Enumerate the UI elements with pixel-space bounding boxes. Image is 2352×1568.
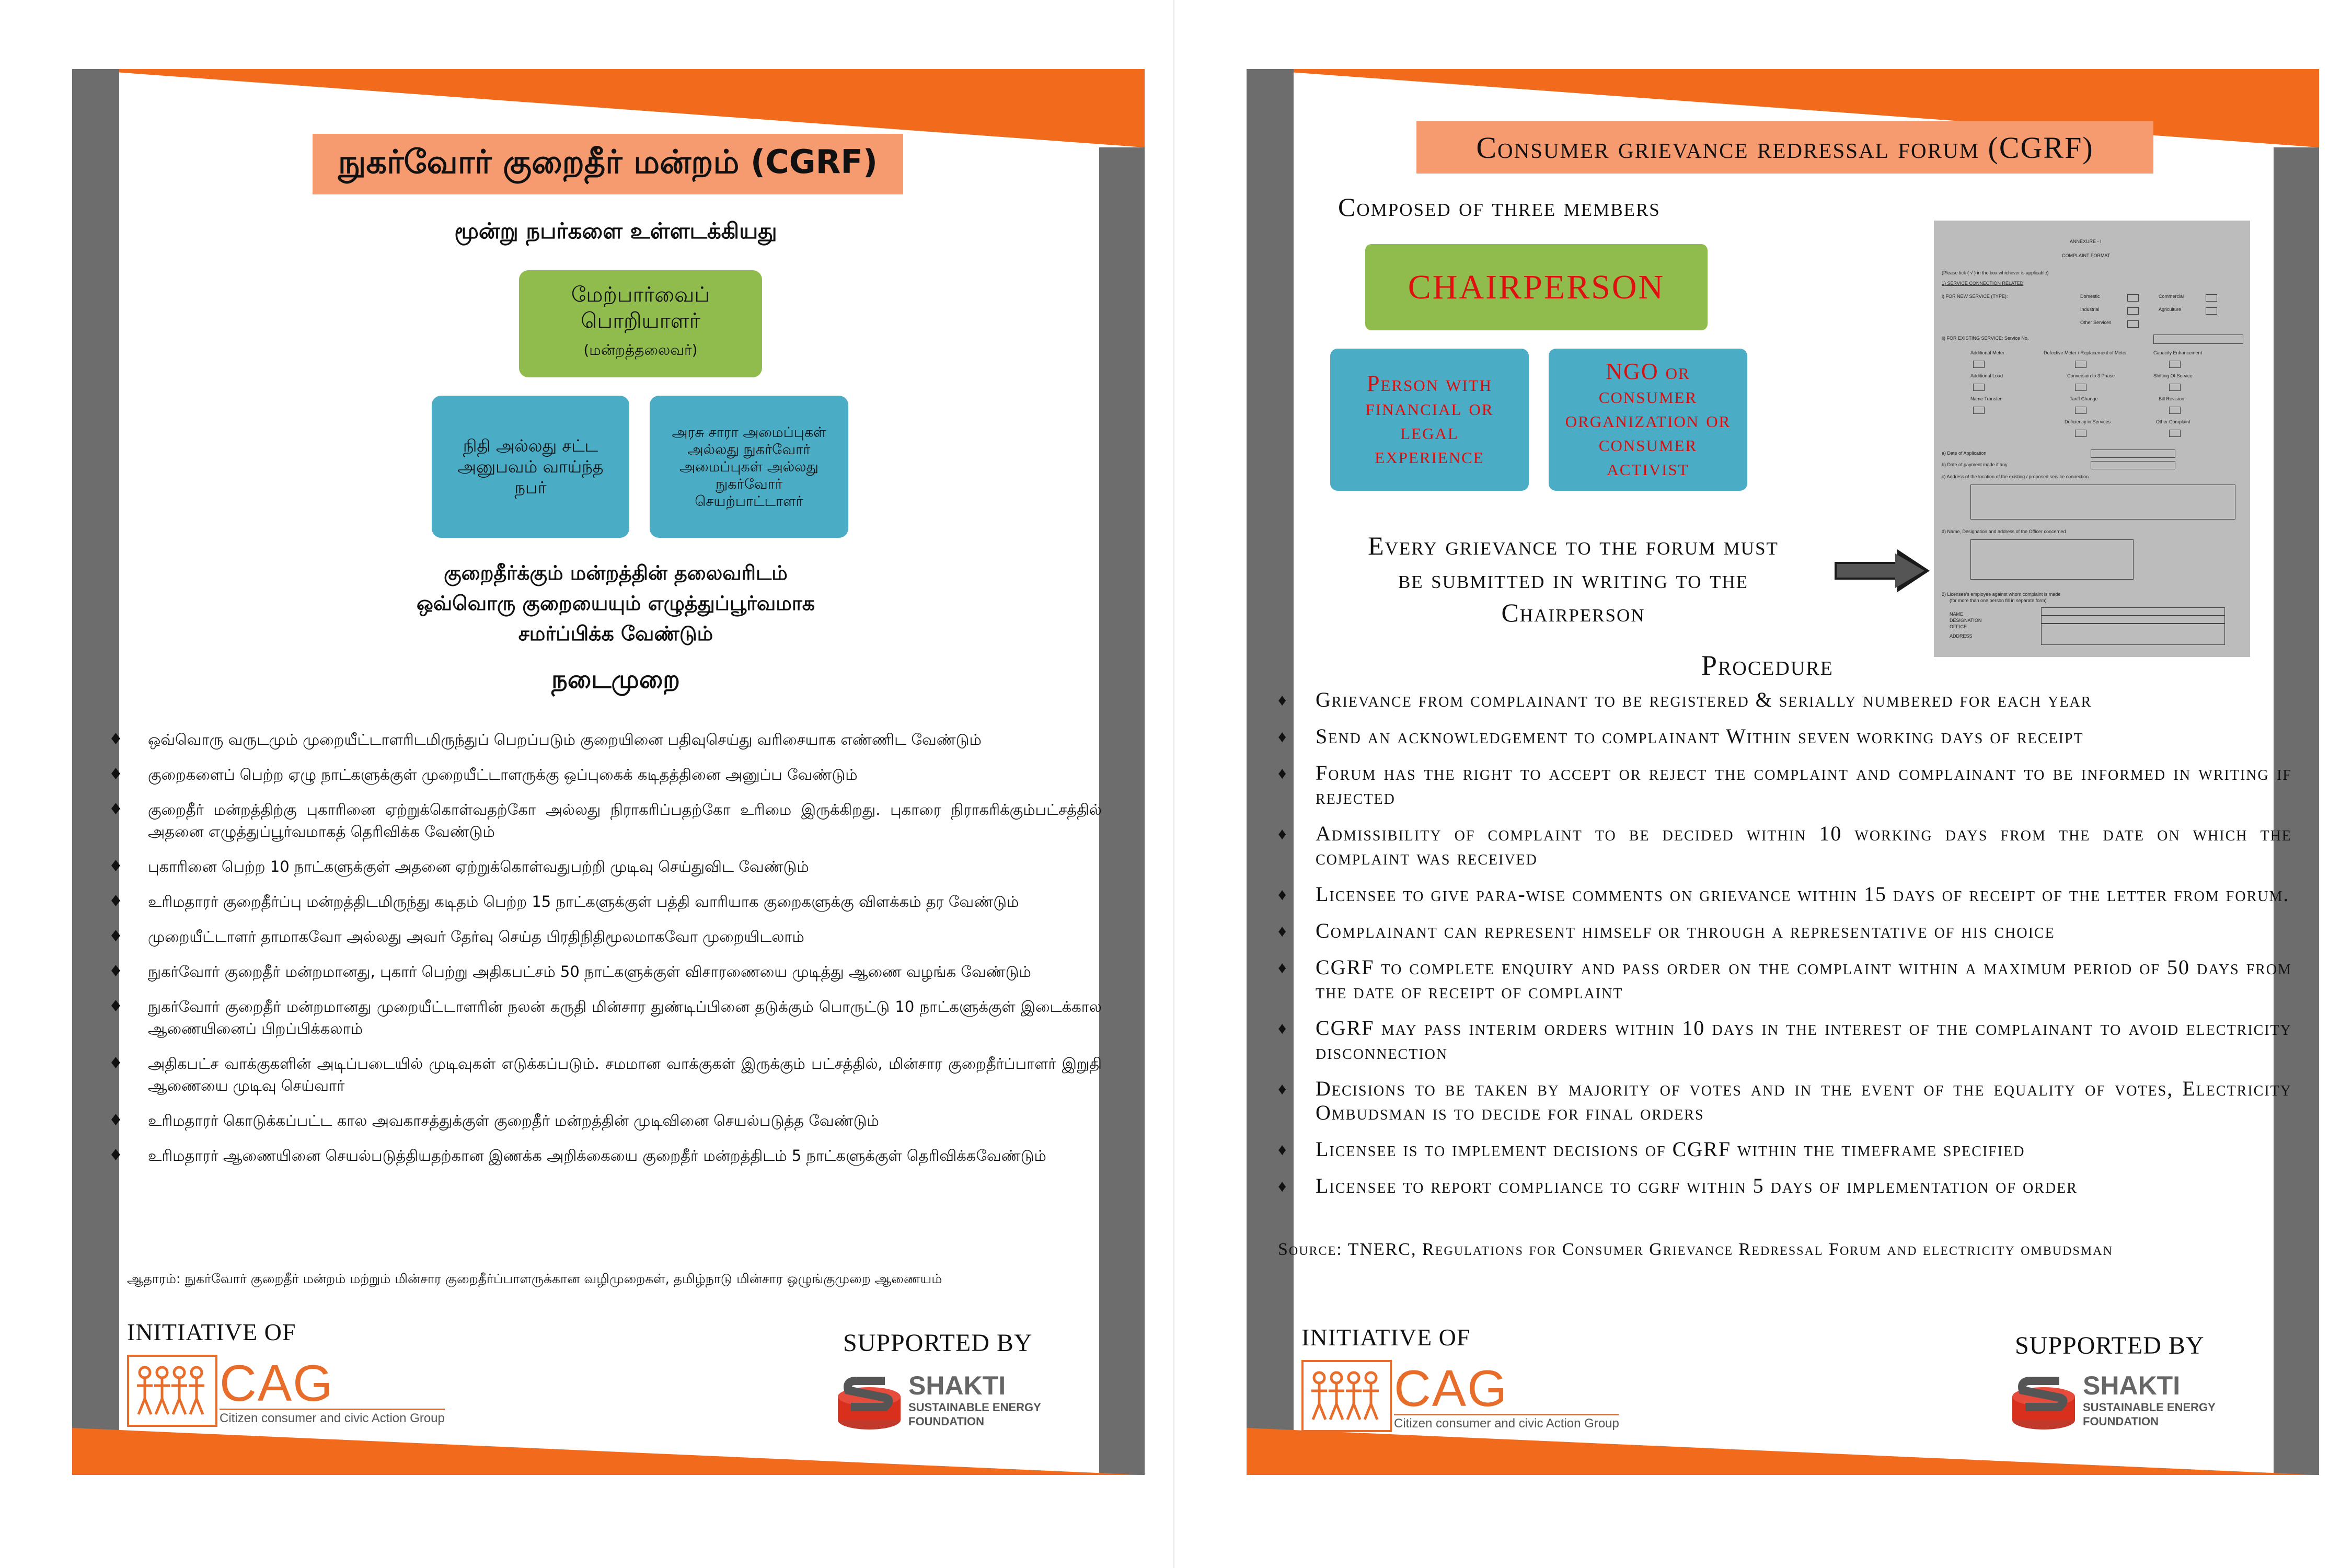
form-name-transfer: Name Transfer — [1970, 396, 2002, 401]
shakti-s-icon — [2010, 1365, 2078, 1433]
submission-note — [1325, 529, 1821, 629]
member-financial-text: நிதி அல்லது சட்ட அனுபவம் வாய்ந்த நபர் — [457, 436, 604, 498]
bullet-icon: ♦ — [109, 730, 123, 748]
list-item: ♦ நுகர்வோர் குறைதீர் மன்றமானது முறையீட்டாளரின் நலன் கருதி மின்சார துண்டிப்பினை தடுக்கும் பொருட்டு 10 நாட்களுக்குள் இடைக்கால ஆணையினைப் பிறப்பிக்கலாம் — [109, 996, 1102, 1040]
form-heading: COMPLAINT FORMAT — [2062, 253, 2111, 258]
cag-fullname: Citizen consumer and civic Action Group — [220, 1409, 445, 1426]
page-title: Consumer grievance redressal forum (CGRF) — [1416, 121, 2153, 174]
chairperson-box — [519, 270, 762, 377]
form-bill-revision: Bill Revision — [2159, 396, 2185, 401]
form-existing: ii) FOR EXISTING SERVICE: Service No. — [1942, 336, 2029, 341]
bullet-icon: ♦ — [109, 765, 123, 783]
list-item: ♦ ஒவ்வொரு வருடமும் முறையீட்டாளரிடமிருந்துப் பெறப்படும் குறையினை பதிவுசெய்து வரிசையாக எண்ணிட வேண்டும் — [109, 729, 1102, 751]
form-defective-meter: Defective Meter / Replacement of Meter — [2044, 350, 2127, 355]
form-employee-note: (for more than one person fill in separate form) — [1950, 598, 2047, 603]
bullet-icon: ♦ — [1278, 1177, 1288, 1195]
list-item: ♦ Admissibility of complaint to be decided within 10 working days from the date on which the complaint was received — [1278, 822, 2292, 869]
bullet-icon: ♦ — [1278, 1019, 1288, 1037]
list-item: ♦ Licensee to report compliance to cgrf within 5 days of implementation of order — [1278, 1174, 2078, 1197]
list-item: ♦ குறைகளைப் பெற்ற ஏழு நாட்களுக்குள் முறையீட்டாளருக்கு ஒப்புகைக் கடிதத்தினை அனுப்ப வேண்டும் — [109, 764, 1102, 786]
form-section1: 1) SERVICE CONNECTION RELATED — [1942, 281, 2024, 286]
bullet-icon: ♦ — [109, 927, 123, 946]
form-officer: d) Name, Designation and address of the Officer concerned — [1942, 529, 2066, 534]
form-other-complaint: Other Complaint — [2156, 419, 2190, 424]
supported-label: SUPPORTED BY — [843, 1329, 1033, 1357]
form-commercial: Commercial — [2159, 294, 2184, 299]
shakti-line1: SUSTAINABLE ENERGY — [2083, 1401, 2216, 1414]
list-item: ♦ Send an acknowledgement to complainant Within seven working days of receipt — [1278, 724, 2084, 748]
bullet-icon: ♦ — [1278, 824, 1288, 843]
list-item: ♦ உரிமதாரர் ஆணையினை செயல்படுத்தியதற்கான இணக்க அறிக்கையை குறைதீர் மன்றத்திடம் 5 நாட்களுக்குள் தெரிவிக்கவேண்டும் — [109, 1145, 1102, 1167]
note-line1: Every grievance to the forum must — [1368, 531, 1779, 560]
form-domestic: Domestic — [2080, 294, 2100, 299]
shakti-name: SHAKTI — [2083, 1371, 2181, 1400]
procedure-list — [109, 729, 1102, 1180]
chairperson-label: CHAIRPERSON — [1408, 268, 1665, 306]
procedure-heading: Procedure — [1701, 650, 1834, 681]
list-item: ♦ அதிகபட்ச வாக்குகளின் அடிப்படையில் முடிவுகள் எடுக்கப்படும். சமமான வாக்குகள் இருக்கும் பட்சத்தில், மின்சார குறைதீர்ப்பாளர் இறுதி ஆணையை முடிவு செய்வார் — [109, 1053, 1102, 1097]
list-item: ♦ முறையீட்டாளர் தாமாகவோ அல்லது அவர் தேர்வு செய்த பிரதிநிதிமூலமாகவோ முறையிடலாம் — [109, 926, 1102, 948]
form-designation: DESIGNATION — [1950, 618, 1982, 623]
list-item: ♦ Decisions to be taken by majority of votes and in the event of the equality of votes, Electricity Ombudsman is to decide for final orders — [1278, 1077, 2292, 1124]
member-ngo-box — [1549, 349, 1747, 491]
cag-logo-icon — [127, 1355, 217, 1427]
bullet-icon: ♦ — [109, 1054, 123, 1073]
people-icon — [1304, 1362, 1390, 1430]
list-item: ♦ CGRF to complete enquiry and pass order on the complaint within a maximum period of 50 days from the date of receipt of complaint — [1278, 955, 2292, 1003]
form-conversion: Conversion to 3 Phase — [2067, 373, 2115, 378]
list-item: ♦ உரிமதாரர் கொடுக்கப்பட்ட கால அவகாசத்துக்குள் குறைதீர் மன்றத்தின் முடிவினை செயல்படுத்த வேண்டும் — [109, 1110, 1102, 1132]
bullet-icon: ♦ — [109, 962, 123, 981]
bullet-icon: ♦ — [1278, 764, 1288, 782]
bullet-icon: ♦ — [1278, 1140, 1288, 1159]
bullet-icon: ♦ — [1278, 958, 1288, 977]
shakti-line2: FOUNDATION — [908, 1415, 985, 1428]
form-industrial: Industrial — [2080, 307, 2100, 312]
arrow-right-icon — [1835, 547, 1931, 594]
form-instruction: (Please tick ( √ ) in the box whichever is applicable) — [1942, 270, 2049, 275]
note-line2: ஒவ்வொரு குறையையும் எழுத்துப்பூர்வமாக — [416, 592, 815, 615]
list-item: ♦ நுகர்வோர் குறைதீர் மன்றமானது, புகார் பெற்று அதிகபட்சம் 50 நாட்களுக்குள் விசாரணையை முடித்து ஆணை வழங்க வேண்டும் — [109, 961, 1102, 983]
form-new-service: i) FOR NEW SERVICE (TYPE): — [1942, 294, 2008, 299]
english-poster — [1247, 69, 2319, 1475]
initiative-label: INITIATIVE OF — [1301, 1324, 1471, 1351]
shakti-line2: FOUNDATION — [2083, 1415, 2159, 1428]
note-line1: குறைதீர்க்கும் மன்றத்தின் தலைவரிடம் — [444, 561, 788, 584]
bullet-icon: ♦ — [1278, 1079, 1288, 1098]
page-title: நுகர்வோர் குறைதீர் மன்றம் (CGRF) — [313, 134, 903, 194]
members-subtitle: மூன்று நபர்களை உள்ளடக்கியது — [454, 218, 777, 244]
form-deficiency: Deficiency in Services — [2065, 419, 2111, 424]
form-address: ADDRESS — [1950, 633, 1973, 639]
shakti-name: SHAKTI — [908, 1371, 1006, 1400]
list-item: ♦ உரிமதாரர் குறைதீர்ப்பு மன்றத்திடமிருந்து கடிதம் பெற்ற 15 நாட்களுக்குள் பத்தி வாரியாக குறைகளுக்கு விளக்கம் தர வேண்டும் — [109, 891, 1102, 913]
shakti-logo — [2010, 1365, 2229, 1438]
form-capacity: Capacity Enhancement — [2153, 350, 2203, 355]
initiative-label: INITIATIVE OF — [127, 1319, 296, 1345]
chair-line2: பொறியாளர் — [581, 309, 700, 333]
submission-note — [229, 558, 1002, 649]
cag-fullname: Citizen consumer and civic Action Group — [1394, 1414, 1619, 1431]
member-ngo-text: NGO or consumer organization or consumer activist — [1565, 359, 1731, 480]
list-item: ♦ Forum has the right to accept or reject the complaint and complainant to be informed in writing if rejected — [1278, 761, 2292, 809]
bullet-icon: ♦ — [1278, 690, 1288, 709]
form-shifting: Shifting Of Service — [2153, 373, 2193, 378]
members-subtitle: Composed of three members — [1338, 192, 1661, 222]
page-divider — [1173, 0, 1174, 1568]
form-tariff: Tariff Change — [2070, 396, 2098, 401]
form-date-payment: b) Date of payment made if any — [1942, 462, 2008, 467]
form-other-services: Other Services — [2080, 320, 2112, 325]
source-note: ஆதாரம்: நுகர்வோர் குறைதீர் மன்றம் மற்றும் மின்சார குறைதீர்ப்பாளருக்கான வழிமுறைகள், தமிழ்நாடு மின்சார ஒழுங்குமுறை ஆணையம் — [127, 1271, 942, 1286]
form-employee: 2) Licensee's employee against whom complaint is made — [1942, 592, 2061, 597]
shakti-line1: SUSTAINABLE ENERGY — [908, 1401, 1041, 1414]
list-item: ♦ CGRF may pass interim orders within 10 days in the interest of the complainant to avoid electricity disconnection — [1278, 1016, 2292, 1064]
source-note: Source: TNERC, Regulations for Consumer Grievance Redressal Forum and electricity ombudsman — [1278, 1240, 2113, 1259]
member-financial-box — [432, 396, 629, 538]
note-line2: be submitted in writing to the — [1398, 564, 1749, 594]
member-ngo-box — [650, 396, 848, 538]
note-line3: சமர்ப்பிக்க வேண்டும் — [518, 622, 713, 645]
people-icon — [129, 1357, 215, 1425]
tamil-poster — [72, 69, 1145, 1475]
cag-logo-icon — [1301, 1360, 1392, 1432]
form-address-location: c) Address of the location of the existing / proposed service connection — [1942, 474, 2089, 479]
form-additional-meter: Additional Meter — [1970, 350, 2005, 355]
bullet-icon: ♦ — [1278, 727, 1288, 746]
shakti-s-icon — [835, 1365, 903, 1433]
chair-sub: (மன்றத்தலைவர்) — [583, 341, 698, 359]
chair-line1: மேற்பார்வைப் — [571, 283, 710, 307]
bullet-icon: ♦ — [109, 892, 123, 910]
bullet-icon: ♦ — [109, 1146, 123, 1165]
cag-text: CAG — [220, 1354, 334, 1412]
procedure-heading: நடைமுறை — [551, 665, 680, 694]
list-item: ♦ Complainant can represent himself or through a representative of his choice — [1278, 919, 2055, 942]
bullet-icon: ♦ — [1278, 885, 1288, 904]
cag-wordmark — [220, 1354, 445, 1426]
form-additional-load: Additional Load — [1970, 373, 2003, 378]
cag-wordmark — [1394, 1359, 1619, 1431]
list-item: ♦ Licensee to give para-wise comments on grievance within 15 days of receipt of the letter from forum. — [1278, 882, 2290, 906]
procedure-list — [1278, 688, 2292, 1210]
member-ngo-text: அரசு சாரா அமைப்புகள் அல்லது நுகர்வோர் அமைப்புகள் அல்லது நுகர்வோர் செயற்பாட்டாளர் — [672, 424, 826, 510]
list-item: ♦ Grievance from complainant to be registered & serially numbered for each year — [1278, 688, 2092, 711]
member-financial-box — [1330, 349, 1529, 491]
shakti-logo — [835, 1365, 1055, 1438]
cag-text: CAG — [1394, 1359, 1508, 1417]
form-name: NAME — [1950, 612, 1964, 617]
member-financial-text: Person with financial or legal experience — [1365, 371, 1494, 468]
note-line3: Chairperson — [1501, 598, 1645, 627]
form-date-application: a) Date of Application — [1942, 451, 1987, 456]
form-agriculture: Agriculture — [2159, 307, 2182, 312]
bullet-icon: ♦ — [109, 800, 123, 818]
form-office: OFFICE — [1950, 624, 1967, 629]
bullet-icon: ♦ — [109, 997, 123, 1016]
bullet-icon: ♦ — [1278, 921, 1288, 940]
form-annexure: ANNEXURE - I — [2070, 239, 2102, 244]
list-item: ♦ புகாரினை பெற்ற 10 நாட்களுக்குள் அதனை ஏற்றுக்கொள்வதுபற்றி முடிவு செய்துவிட வேண்டும் — [109, 856, 1102, 878]
chairperson-box — [1365, 244, 1708, 330]
list-item: ♦ குறைதீர் மன்றத்திற்கு புகாரினை ஏற்றுக்கொள்வதற்கோ அல்லது நிராகரிப்பதற்கோ உரிமை இருக்கிறது. புகாரை நிராகரிக்கும்பட்சத்தில் அதனை எழுத்துப்பூர்வமாகத் தெரிவிக்க வேண்டும் — [109, 799, 1102, 843]
complaint-form-image — [1934, 221, 2250, 657]
bullet-icon: ♦ — [109, 857, 123, 875]
list-item: ♦ Licensee is to implement decisions of CGRF within the timeframe specified — [1278, 1137, 2025, 1161]
supported-label: SUPPORTED BY — [2015, 1332, 2205, 1359]
bullet-icon: ♦ — [109, 1111, 123, 1129]
